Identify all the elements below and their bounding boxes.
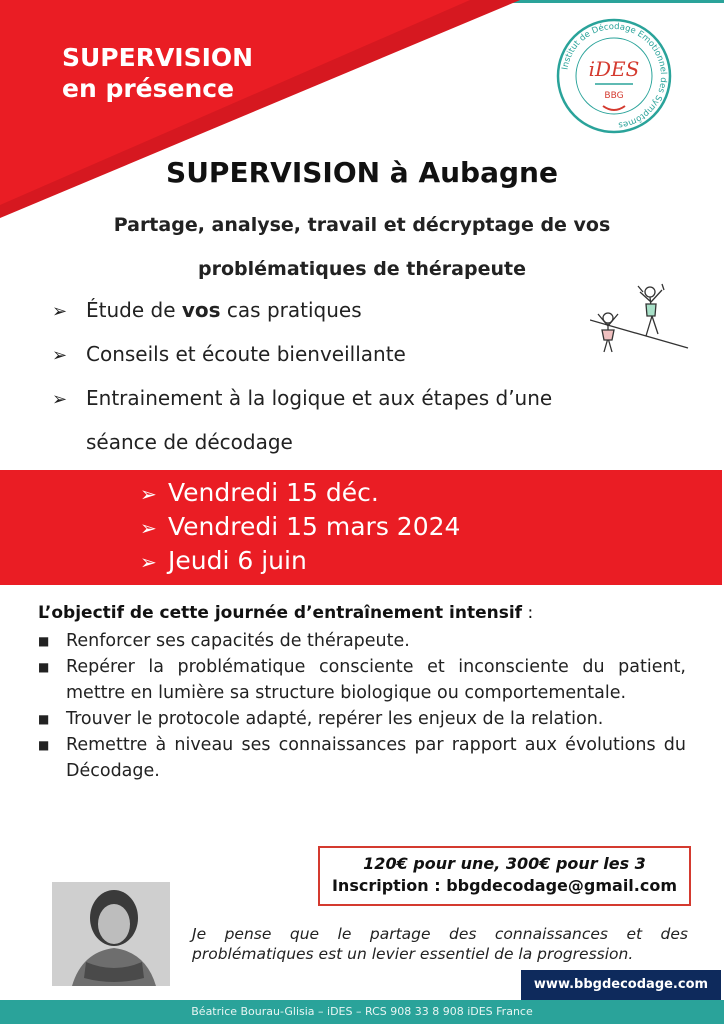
subtitle-line2: problématiques de thérapeute [198, 258, 526, 280]
price-text: 120€ pour une, 300€ pour les 3 [363, 854, 646, 873]
feature-bullets [52, 298, 652, 474]
website-link[interactable]: www.bbgdecodage.com [521, 970, 721, 1000]
corner-title-line2: en présence [62, 74, 235, 103]
price-registration-box [318, 846, 691, 906]
list-item: ■ Trouver le protocole adapté, repérer les enjeux de la relation. [38, 706, 686, 732]
date-item: ➢ Vendredi 15 mars 2024 [140, 510, 460, 544]
arrow-right-icon: ➢ [52, 389, 68, 410]
date-item: ➢ Jeudi 6 juin [140, 544, 460, 578]
corner-title-line1: SUPERVISION [62, 43, 254, 72]
square-bullet-icon: ■ [38, 634, 50, 648]
bullet-item [52, 386, 652, 430]
square-bullet-icon: ■ [38, 712, 50, 726]
footer-text: Béatrice Bourau-Glisia – iDES – RCS 908 33 8 908 iDES France [0, 1000, 724, 1024]
arrow-right-icon: ➢ [140, 550, 157, 574]
square-bullet-icon: ■ [38, 660, 50, 674]
quote-text: Je pense que le partage des connaissances et des problématiques est un levier essentiel de la progression. [192, 925, 688, 963]
square-bullet-icon: ■ [38, 738, 50, 752]
list-item: ■ Remettre à niveau ses connaissances par rapport aux évolutions du Décodage. [38, 732, 686, 784]
portrait-photo [52, 882, 170, 986]
bullet-item [52, 342, 652, 386]
figures-sketch-illustration [590, 270, 690, 360]
arrow-right-icon: ➢ [140, 482, 157, 506]
bullet-emphasis: vos [181, 298, 221, 322]
logo-ring-text: Institut de Décodage Emotionnel des Symptômes [560, 21, 669, 130]
objective-list [38, 628, 686, 784]
bullet-text: Étude de [86, 298, 182, 322]
page-title: SUPERVISION à Aubagne [166, 156, 558, 189]
registration-email[interactable]: Inscription : bbgdecodage@gmail.com [331, 876, 678, 895]
list-item: ■ Repérer la problématique consciente et inconsciente du patient, mettre en lumière sa structure biologique ou comportementale. [38, 654, 686, 706]
arrow-right-icon: ➢ [52, 301, 68, 322]
date-item: ➢ Vendredi 15 déc. [140, 476, 460, 510]
subtitle-line1: Partage, analyse, travail et décryptage de vos [113, 214, 611, 236]
bullet-text: Conseils et écoute bienveillante [86, 342, 406, 366]
bullet-text: cas pratiques [220, 298, 362, 322]
dates-list [140, 476, 460, 578]
arrow-right-icon: ➢ [52, 345, 68, 366]
bullet-text: Entrainement à la logique et aux étapes d’une [86, 386, 553, 410]
ides-logo [555, 14, 673, 144]
corner-title [62, 42, 253, 104]
logo-sub: BBG [604, 91, 624, 101]
logo-name: iDES [588, 57, 640, 81]
objective-title: L’objectif de cette journée d’entraînement intensif : [38, 603, 534, 623]
list-item: ■ Renforcer ses capacités de thérapeute. [38, 628, 686, 654]
bullet-continuation: séance de décodage [86, 430, 293, 454]
bullet-item [52, 298, 652, 342]
arrow-right-icon: ➢ [140, 516, 157, 540]
